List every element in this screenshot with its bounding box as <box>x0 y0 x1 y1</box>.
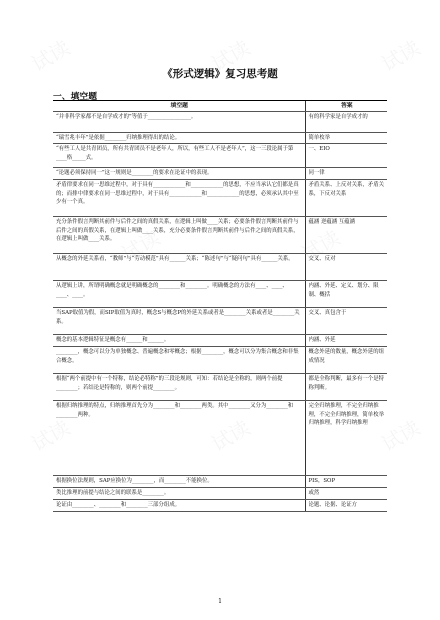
table-row <box>53 476 387 488</box>
question-cell: 矛盾律要求在同一思维过程中，对于具有____________和____________的思想，不应当承认它们都是真的；而排中律要求在同一思维过程中，对于具有____________和____________的思想，必须承认其中至少有一个真。 <box>53 180 305 217</box>
table-row <box>53 374 387 401</box>
question-cell: “瑞雪兆丰年”是依据________归纳推理得出的结论。 <box>53 133 305 144</box>
question-cell: 概念的基本逻辑特征是概念有______和______。 <box>53 335 305 347</box>
answer-cell: 简单枚举 <box>305 133 387 144</box>
answer-cell: 内涵、外延、定义、划分、限制、概括 <box>305 281 387 308</box>
answer-cell: 同一律 <box>305 168 387 180</box>
table-header-row <box>53 101 387 112</box>
section-heading: 一、填空题 <box>53 92 97 102</box>
answer-cell: 完全归纳推理，不完全归纳推理，不完全归纳推理，简单枚举归纳推理，科学归纳推理 <box>305 401 387 476</box>
answer-cell: 矛盾关系、上反对关系，矛盾关系，下反对关系 <box>305 180 387 217</box>
table-row <box>53 254 387 281</box>
question-cell: “论题必须保持同一”这一规则是________的要求在论证中的表现。 <box>53 168 305 180</box>
table-row <box>53 217 387 254</box>
question-cell: 充分条件假言判断其前件与后件之间的真假关系，在逻辑上叫做____关系；必要条件假言判断其前件与后件之间的真假关系，在逻辑上叫做____关系，充分必要条件假言判断其前件与后件之间的真假关系，在逻辑上叫做____关系。 <box>53 217 305 254</box>
answer-cell: 论题、论据、论证方 <box>305 500 387 512</box>
answer-cell: 一、EIO <box>305 144 387 168</box>
table-row <box>53 488 387 500</box>
table-row <box>53 401 387 476</box>
question-cell: 根据归纳推理的特点，归纳推理首先分为________和________两类。其中________又分为________和________两种。 <box>53 401 305 476</box>
table-row <box>53 144 387 168</box>
answer-cell: 内涵、外延 <box>305 335 387 347</box>
table-row <box>53 168 387 180</box>
answer-cell: 都是全称判断，最多有一个是特称判断。 <box>305 374 387 401</box>
fill-in-table <box>53 101 387 512</box>
answer-cell: 交叉、真包含于 <box>305 308 387 335</box>
question-cell: “并非科学家都不是自学成才的”等值于________________。 <box>53 112 305 133</box>
table-row <box>53 133 387 144</box>
table-row <box>53 308 387 335</box>
question-cell: 根据“两个前提中有一个特称，结论必特称”的三段论规则，可知：若结论是全称的，则两个前提________；若结论是特称的，则两个前提________。 <box>53 374 305 401</box>
answer-cell: 概念外延的数量，概念外延的组成情况 <box>305 347 387 374</box>
question-cell: 从概念的外延关系看，“教师”与“劳动模范”具有______关系；“陈述句”与“疑问句”具有______关系。 <box>53 254 305 281</box>
table-row <box>53 281 387 308</box>
table-row <box>53 347 387 374</box>
document-title: 《形式逻辑》复习思考题 <box>162 68 278 80</box>
answer-cell: PIS，SOP <box>305 476 387 488</box>
question-cell: ________，概念可以分为单独概念、普遍概念和零概念；根据________，概念可以分为集合概念和非集合概念。 <box>53 347 305 374</box>
answer-column-header: 答案 <box>305 101 387 112</box>
question-cell: 根据换位法规则，SAP应换位为________，而________不能换位。 <box>53 476 305 488</box>
table-row <box>53 335 387 347</box>
answer-cell: 蕴涵 逆蕴涵 互蕴涵 <box>305 217 387 254</box>
table-row <box>53 180 387 217</box>
table-row <box>53 500 387 512</box>
answer-cell: 交叉、反对 <box>305 254 387 281</box>
question-cell: 论证由________、________和________三部分组成。 <box>53 500 305 512</box>
question-cell: 当SAP取值为假，而SIP取值为真时，概念S与概念P的外延关系或者是________关系或者是________关系。 <box>53 308 305 335</box>
question-cell: 类比推理的前提与结论之间的联系是________。 <box>53 488 305 500</box>
page-number: 1 <box>218 598 222 605</box>
question-column-header: 填空题 <box>53 101 305 112</box>
question-cell: “有些工人是共青团员，所有共青团员不是老年人，所以，有些工人不是老年人”，这一三段论属于第____格_____式。 <box>53 144 305 168</box>
question-cell: 从逻辑上讲，所谓明确概念就是明确概念的________和________。明确概念的方法有____、____、____、____。 <box>53 281 305 308</box>
answer-cell: 有的科学家是自学成才的 <box>305 112 387 133</box>
answer-cell: 或然 <box>305 488 387 500</box>
table-row <box>53 112 387 133</box>
